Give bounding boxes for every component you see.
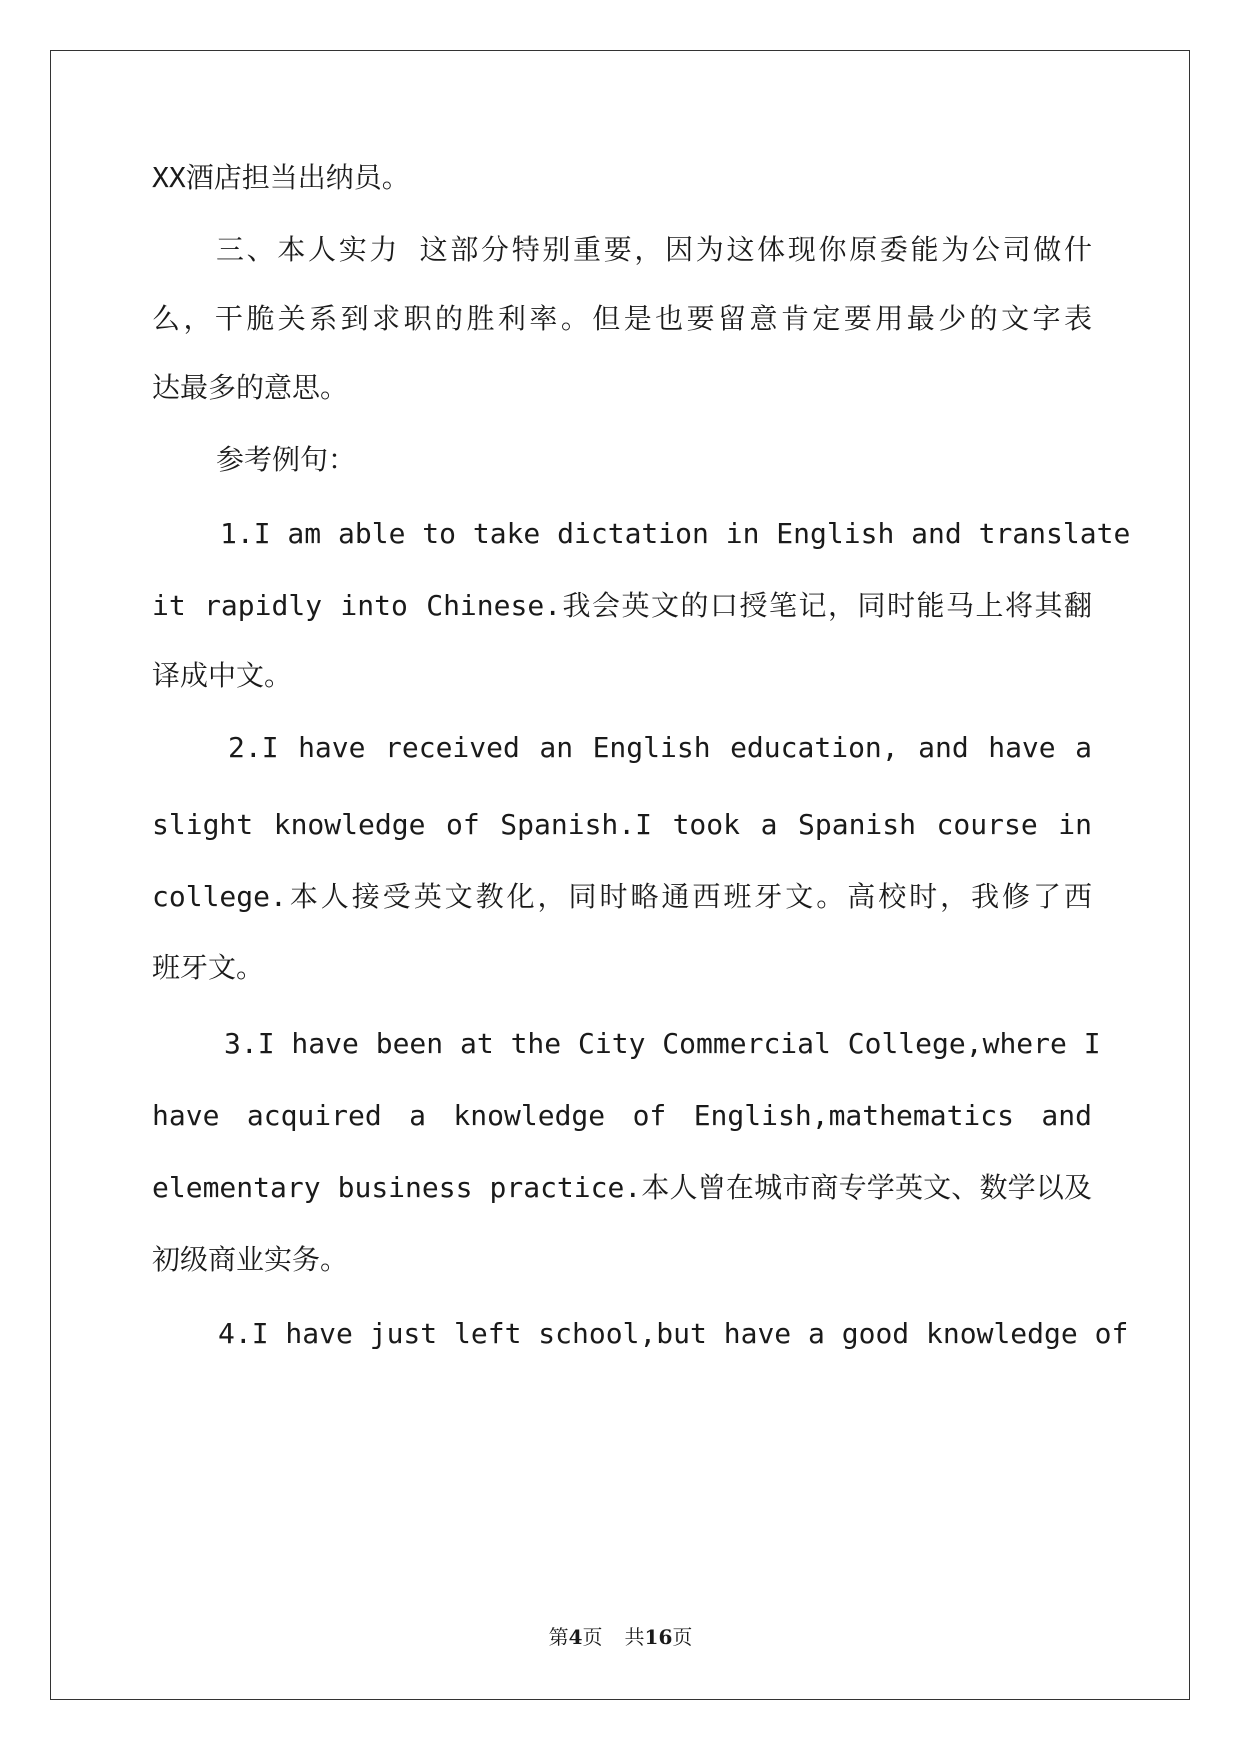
text-line: 2.I have received an English education, and have a	[228, 731, 1092, 764]
text-line: 三、本人实力 这部分特别重要，因为这体现你原委能为公司做什	[216, 233, 1092, 266]
text-line: 3.I have been at the City Commercial College,where I	[224, 1027, 1101, 1060]
text-line: 1.I am able to take dictation in English and translate	[220, 517, 1131, 550]
footer-page-prefix: 第	[548, 1625, 569, 1649]
text-line: elementary business practice.本人曾在城市商专学英文、数学以及	[152, 1171, 1092, 1204]
text-line: 班牙文。	[152, 951, 265, 984]
text-line: 译成中文。	[152, 659, 293, 692]
text-line: slight knowledge of Spanish.I took a Spanish course in	[152, 808, 1092, 841]
text-line: have acquired a knowledge of English,mathematics and	[152, 1099, 1092, 1132]
text-line: 么，干脆关系到求职的胜利率。但是也要留意肯定要用最少的文字表	[152, 302, 1092, 335]
text-line: 达最多的意思。	[152, 371, 349, 404]
footer-page-suffix: 页	[582, 1625, 603, 1649]
footer-page-number: 4	[568, 1625, 583, 1649]
text-line: it rapidly into Chinese.我会英文的口授笔记，同时能马上将其翻	[152, 589, 1092, 622]
page-border	[50, 50, 1190, 1700]
page-footer	[0, 1623, 1241, 1651]
text-line: college.本人接受英文教化，同时略通西班牙文。高校时，我修了西	[152, 880, 1092, 913]
footer-total-pages: 16	[644, 1625, 673, 1649]
footer-total-prefix: 共	[624, 1625, 645, 1649]
text-line: 初级商业实务。	[152, 1243, 349, 1276]
footer-total-suffix: 页	[672, 1625, 693, 1649]
text-line: XX酒店担当出纳员。	[152, 161, 410, 194]
text-line: 参考例句：	[216, 443, 357, 476]
text-line: 4.I have just left school,but have a good knowledge of	[218, 1317, 1129, 1350]
